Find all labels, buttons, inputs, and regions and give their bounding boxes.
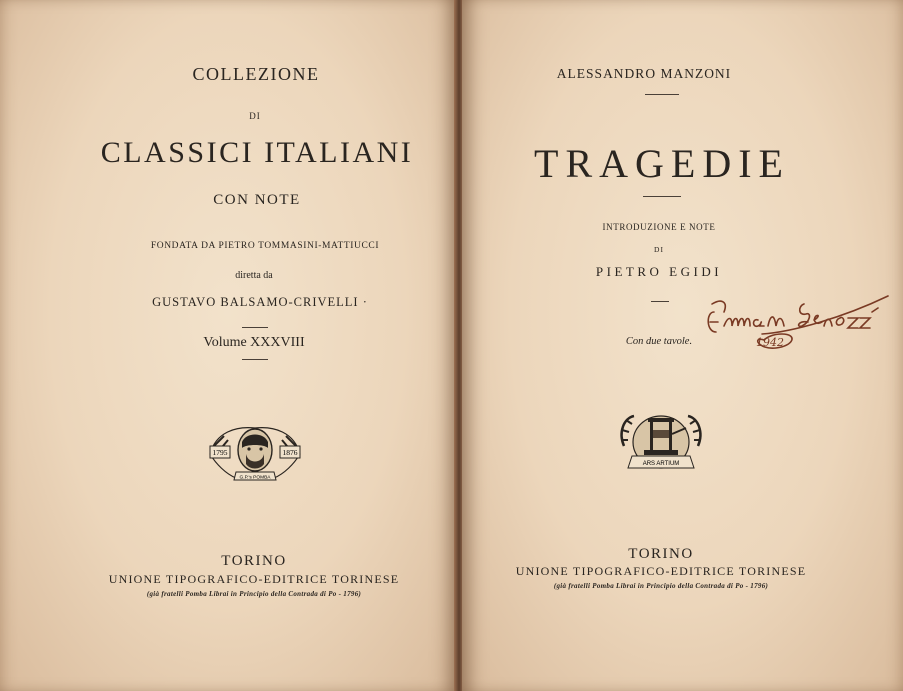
plates-note: Con due tavole. xyxy=(625,336,693,347)
series-di: DI xyxy=(249,111,261,121)
portrait-medallion-icon xyxy=(206,424,304,484)
printing-press-icon xyxy=(614,404,708,476)
editor-di: DI xyxy=(654,245,664,254)
editor-rule xyxy=(651,301,669,302)
director-name: GUSTAVO BALSAMO-CRIVELLI · xyxy=(152,295,368,309)
book-title: TRAGEDIE xyxy=(534,141,790,186)
editor-name: PIETRO EGIDI xyxy=(595,264,723,279)
author-rule xyxy=(645,94,679,95)
city: TORINO xyxy=(628,546,694,562)
publisher: UNIONE TIPOGRAFICO-EDITRICE TORINESE xyxy=(108,572,400,586)
right-page xyxy=(462,0,903,691)
handwritten-signature xyxy=(702,282,892,364)
volume-number: Volume XXXVIII xyxy=(203,335,305,350)
series-title: CLASSICI ITALIANI xyxy=(100,136,414,169)
title-rule xyxy=(643,196,681,197)
volume-rule-top xyxy=(242,327,268,328)
emblem-year-left: 1795 xyxy=(212,448,228,457)
volume-rule-bottom xyxy=(242,359,268,360)
intro-label: INTRODUZIONE E NOTE xyxy=(602,222,716,232)
publisher: UNIONE TIPOGRAFICO-EDITRICE TORINESE xyxy=(515,564,807,578)
con-note: CON NOTE xyxy=(213,192,301,208)
author: ALESSANDRO MANZONI xyxy=(556,66,732,81)
signature-year: 1942 xyxy=(756,336,784,349)
publisher-note: (già fratelli Pomba Librai in Principio della Contrada di Po - 1796) xyxy=(146,590,362,598)
emblem-banner: G.P.'s POMBA xyxy=(239,475,271,481)
emblem-year-right: 1876 xyxy=(282,448,298,457)
city: TORINO xyxy=(221,553,287,569)
directed-by-label: diretta da xyxy=(235,270,273,281)
publisher-note: (già fratelli Pomba Librai in Principio della Contrada di Po - 1796) xyxy=(553,582,769,590)
founded-by: FONDATA DA PIETRO TOMMASINI-MATTIUCCI xyxy=(150,241,380,251)
series-label: COLLEZIONE xyxy=(192,64,320,84)
emblem-banner: ARS ARTIUM xyxy=(642,461,680,467)
